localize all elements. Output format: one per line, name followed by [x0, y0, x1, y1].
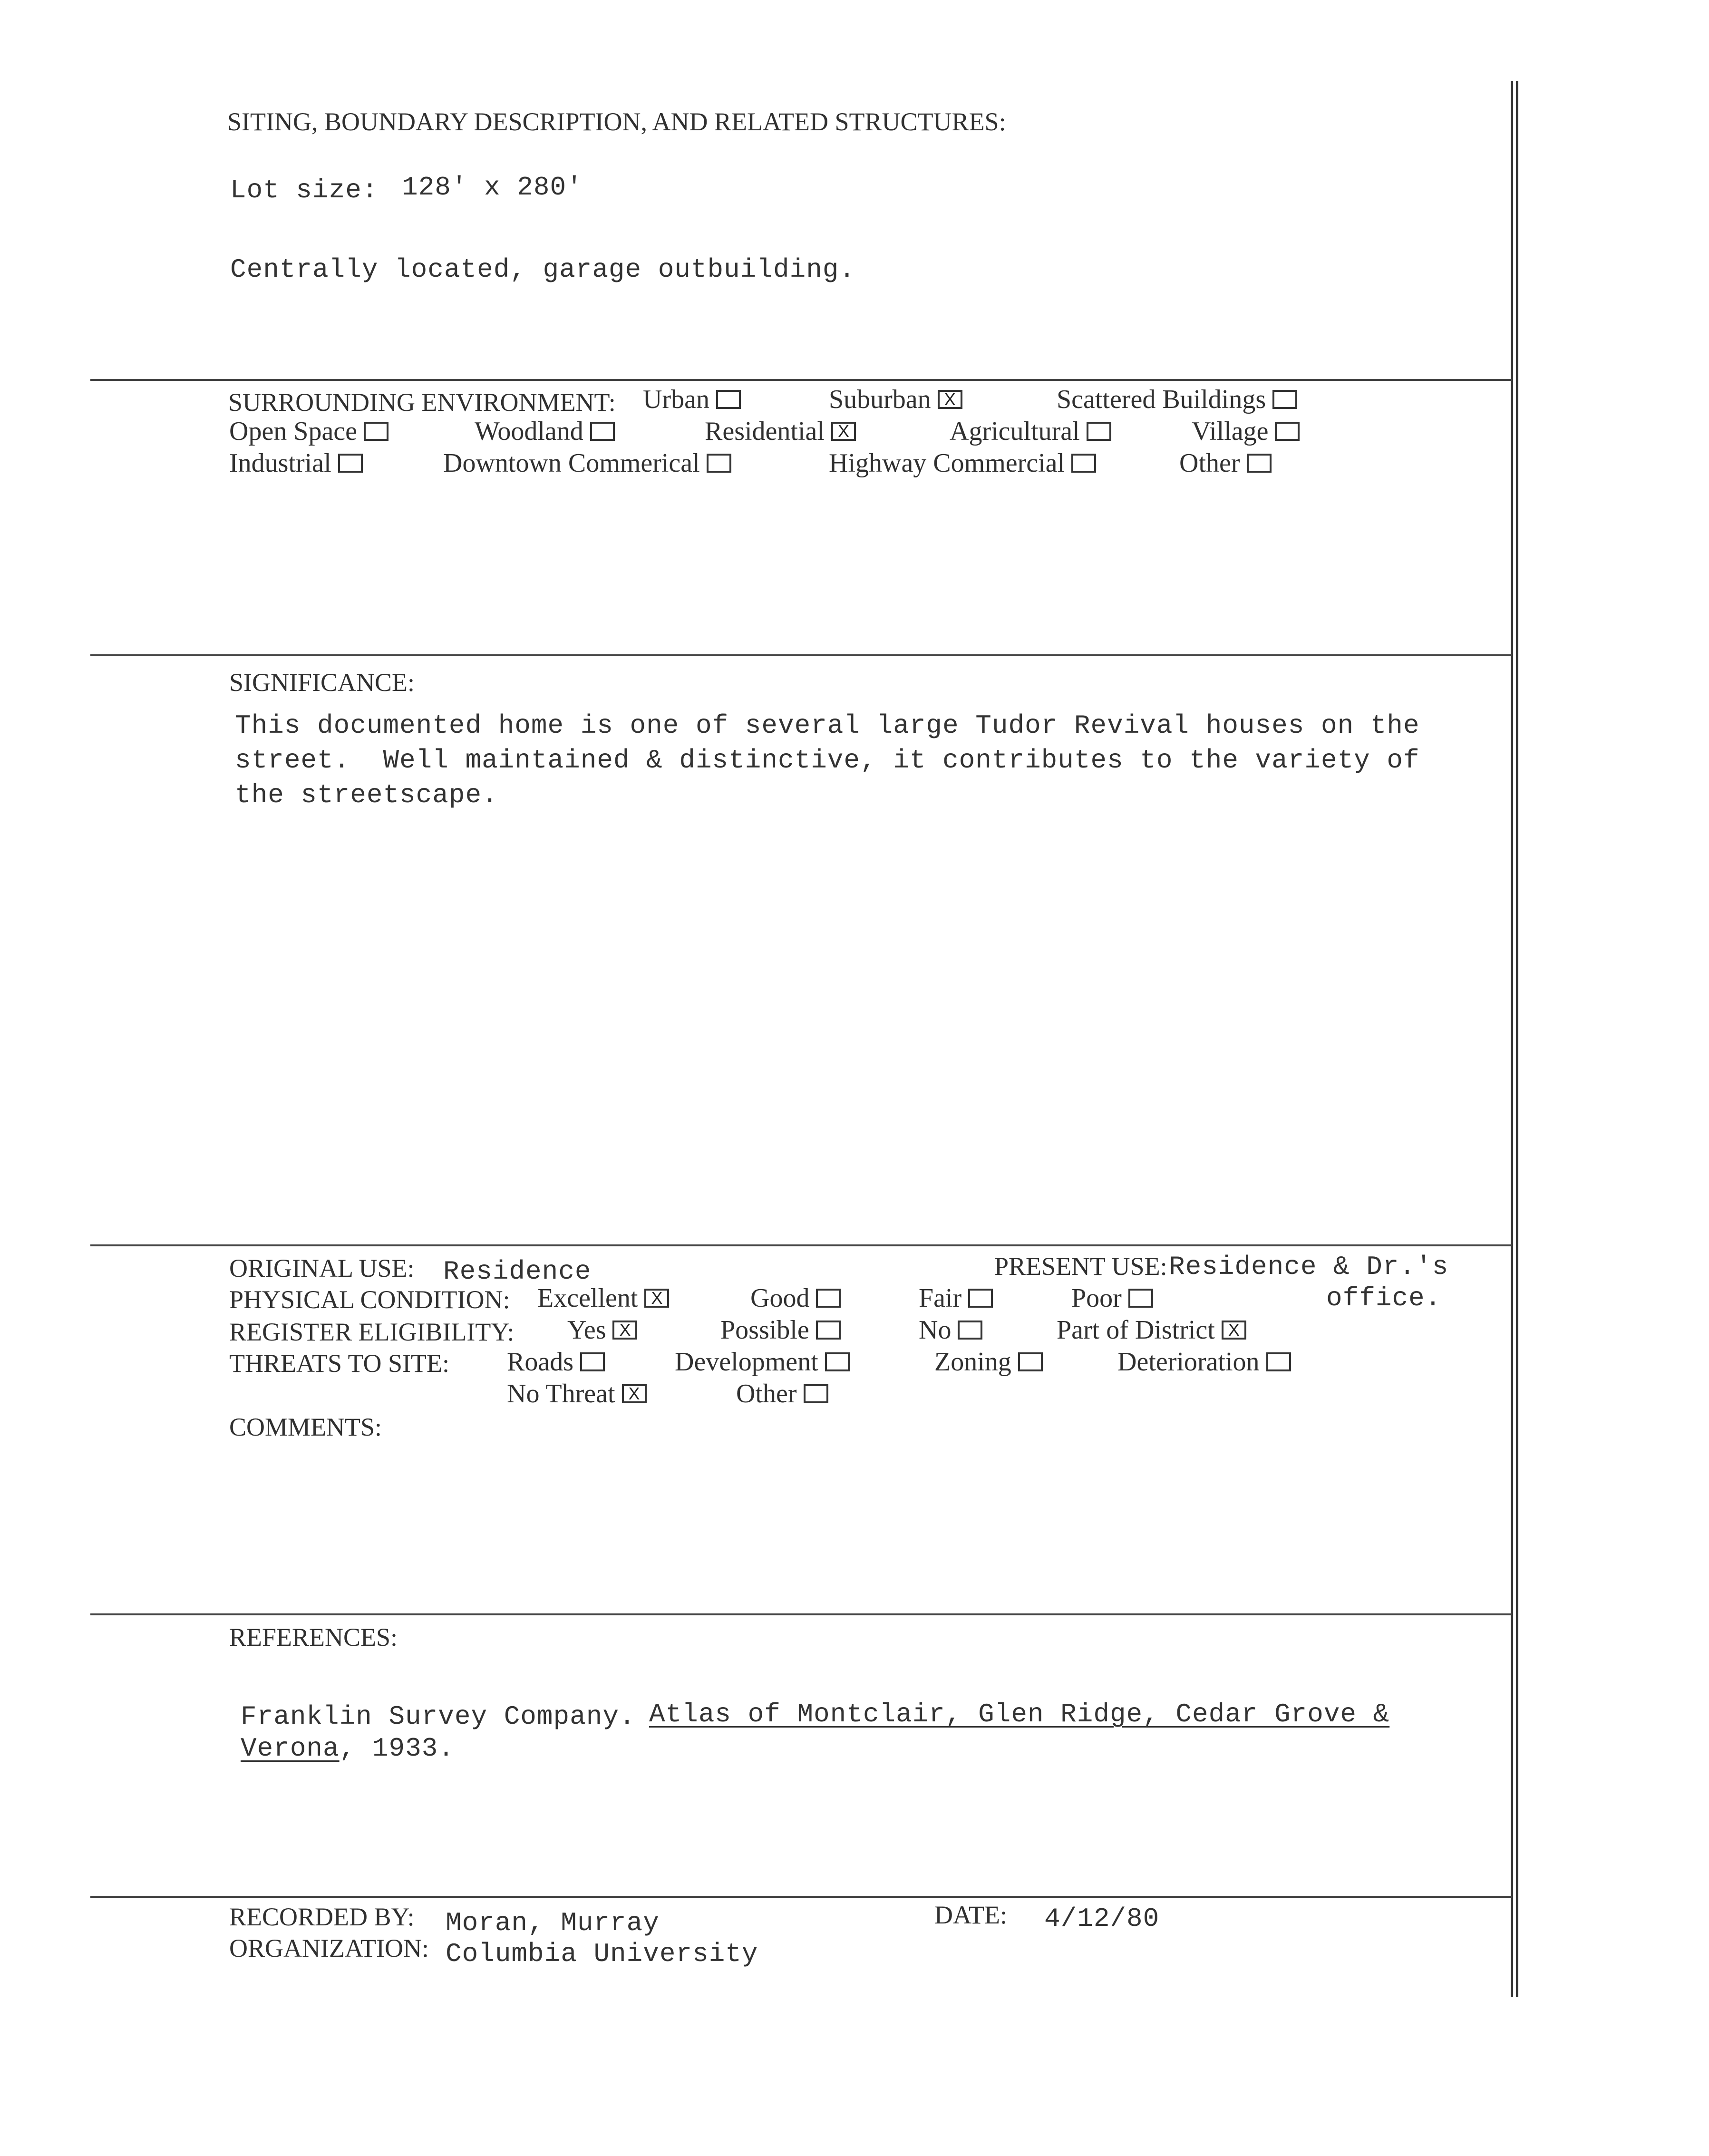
- env-village[interactable]: [1192, 416, 1300, 447]
- env-agricultural-checkbox[interactable]: [1087, 422, 1111, 441]
- section-divider: [90, 1613, 1512, 1615]
- lot-size-label: Lot size:: [230, 175, 379, 205]
- env-open-space[interactable]: [229, 416, 388, 447]
- eligibility-no[interactable]: [919, 1315, 982, 1345]
- condition-fair[interactable]: [919, 1283, 993, 1313]
- condition-poor-label: Poor: [1071, 1283, 1122, 1313]
- threat-development-label: Development: [675, 1347, 818, 1377]
- env-open-space-label: Open Space: [229, 417, 358, 446]
- reference-title-cont: [241, 1733, 455, 1764]
- env-highway-commercial[interactable]: [829, 448, 1096, 478]
- original-use-value: Residence: [443, 1256, 592, 1287]
- env-highway-label: Highway Commercial: [829, 448, 1065, 478]
- reference-author: Franklin Survey Company.: [241, 1701, 636, 1732]
- env-agricultural[interactable]: [950, 416, 1111, 447]
- env-industrial-checkbox[interactable]: [338, 454, 363, 473]
- eligibility-no-checkbox[interactable]: [958, 1321, 982, 1340]
- organization-value: Columbia University: [446, 1939, 758, 1969]
- eligibility-no-label: No: [919, 1315, 952, 1345]
- env-scattered-checkbox[interactable]: [1272, 390, 1297, 409]
- condition-fair-checkbox[interactable]: [968, 1289, 993, 1308]
- threat-other[interactable]: [736, 1379, 828, 1409]
- date-value: 4/12/80: [1044, 1903, 1160, 1934]
- section-divider: [90, 379, 1512, 381]
- threat-development-checkbox[interactable]: [825, 1352, 850, 1371]
- eligibility-possible-checkbox[interactable]: [816, 1321, 841, 1340]
- significance-text: [235, 709, 1420, 813]
- register-eligibility-label: REGISTER ELIGIBILITY:: [229, 1318, 515, 1346]
- environment-heading: SURROUNDING ENVIRONMENT:: [228, 388, 616, 417]
- eligibility-possible[interactable]: [720, 1315, 841, 1345]
- significance-line: street. Well maintained & distinctive, it contributes to the variety of: [235, 745, 1420, 776]
- original-use-label: ORIGINAL USE:: [229, 1254, 415, 1282]
- recorded-by-value: Moran, Murray: [446, 1908, 660, 1938]
- reference-title: Atlas of Montclair, Glen Ridge, Cedar Grove &: [649, 1699, 1390, 1729]
- threats-label: THREATS TO SITE:: [229, 1349, 450, 1378]
- lot-size-value: 128' x 280': [402, 172, 583, 203]
- threat-other-label: Other: [736, 1379, 797, 1408]
- siting-description: Centrally located, garage outbuilding.: [230, 254, 856, 285]
- env-scattered-buildings[interactable]: [1057, 384, 1297, 415]
- env-open-space-checkbox[interactable]: [364, 422, 388, 441]
- threat-none-label: No Threat: [507, 1379, 615, 1408]
- env-downtown-commercial[interactable]: [443, 448, 731, 478]
- significance-heading: SIGNIFICANCE:: [229, 668, 415, 697]
- physical-condition-label: PHYSICAL CONDITION:: [229, 1285, 510, 1314]
- condition-excellent-checkbox[interactable]: X: [644, 1289, 669, 1308]
- eligibility-yes[interactable]: [567, 1315, 637, 1345]
- env-urban-checkbox[interactable]: [716, 390, 741, 409]
- date-label: DATE:: [934, 1901, 1007, 1929]
- threat-roads-checkbox[interactable]: [580, 1352, 605, 1371]
- threat-deterioration[interactable]: [1117, 1347, 1291, 1377]
- env-suburban[interactable]: [829, 384, 962, 415]
- recorded-by-label: RECORDED BY:: [229, 1903, 415, 1931]
- eligibility-yes-label: Yes: [567, 1315, 606, 1345]
- env-suburban-label: Suburban: [829, 385, 931, 414]
- condition-good-label: Good: [750, 1283, 810, 1313]
- condition-poor[interactable]: [1071, 1283, 1153, 1313]
- significance-line: the streetscape.: [235, 780, 498, 810]
- env-woodland-checkbox[interactable]: [590, 422, 615, 441]
- threat-deterioration-checkbox[interactable]: [1266, 1352, 1291, 1371]
- env-other[interactable]: [1179, 448, 1272, 478]
- reference-title-end: Verona: [241, 1733, 340, 1764]
- eligibility-district-label: Part of District: [1057, 1315, 1215, 1345]
- env-highway-checkbox[interactable]: [1071, 454, 1096, 473]
- env-downtown-label: Downtown Commerical: [443, 448, 700, 478]
- env-industrial-label: Industrial: [229, 448, 331, 478]
- env-residential[interactable]: [705, 416, 856, 447]
- threat-deterioration-label: Deterioration: [1117, 1347, 1260, 1377]
- present-use-label: PRESENT USE:: [994, 1252, 1167, 1281]
- threat-roads-label: Roads: [507, 1347, 573, 1377]
- reference-year: , 1933.: [339, 1733, 455, 1764]
- threat-roads[interactable]: [507, 1347, 605, 1377]
- threat-none[interactable]: [507, 1379, 647, 1409]
- env-village-checkbox[interactable]: [1275, 422, 1300, 441]
- env-downtown-checkbox[interactable]: [707, 454, 731, 473]
- organization-label: ORGANIZATION:: [229, 1934, 429, 1962]
- env-suburban-checkbox[interactable]: X: [938, 390, 962, 409]
- threat-development[interactable]: [675, 1347, 850, 1377]
- condition-good-checkbox[interactable]: [816, 1289, 841, 1308]
- eligibility-district-checkbox[interactable]: X: [1222, 1321, 1246, 1340]
- env-other-checkbox[interactable]: [1247, 454, 1272, 473]
- right-border-line: [1511, 81, 1513, 1997]
- present-use-value: Residence & Dr.'s: [1169, 1252, 1449, 1282]
- threat-none-checkbox[interactable]: X: [622, 1384, 647, 1403]
- env-residential-checkbox[interactable]: X: [831, 422, 856, 441]
- condition-fair-label: Fair: [919, 1283, 962, 1313]
- section-divider: [90, 654, 1512, 656]
- env-industrial[interactable]: [229, 448, 363, 478]
- env-woodland[interactable]: [475, 416, 615, 447]
- references-heading: REFERENCES:: [229, 1623, 398, 1651]
- significance-line: This documented home is one of several large Tudor Revival houses on the: [235, 710, 1420, 741]
- env-agricultural-label: Agricultural: [950, 417, 1080, 446]
- section-divider: [90, 1896, 1512, 1898]
- comments-label: COMMENTS:: [229, 1413, 382, 1441]
- section-divider: [90, 1244, 1512, 1246]
- env-scattered-label: Scattered Buildings: [1057, 385, 1266, 414]
- threat-zoning-label: Zoning: [934, 1347, 1011, 1377]
- present-use-value-cont: office.: [1326, 1283, 1442, 1313]
- condition-excellent-label: Excellent: [537, 1283, 638, 1313]
- condition-excellent[interactable]: [537, 1283, 669, 1313]
- env-woodland-label: Woodland: [475, 417, 583, 446]
- eligibility-possible-label: Possible: [720, 1315, 809, 1345]
- condition-good[interactable]: [750, 1283, 841, 1313]
- env-other-label: Other: [1179, 448, 1240, 478]
- env-urban-label: Urban: [643, 385, 709, 414]
- env-village-label: Village: [1192, 417, 1269, 446]
- right-border-line-inner: [1516, 81, 1518, 1997]
- threat-zoning[interactable]: [934, 1347, 1043, 1377]
- env-urban[interactable]: [643, 384, 741, 415]
- eligibility-part-of-district[interactable]: [1057, 1315, 1246, 1345]
- condition-poor-checkbox[interactable]: [1128, 1289, 1153, 1308]
- eligibility-yes-checkbox[interactable]: X: [612, 1321, 637, 1340]
- env-residential-label: Residential: [705, 417, 825, 446]
- threat-zoning-checkbox[interactable]: [1018, 1352, 1043, 1371]
- siting-heading: SITING, BOUNDARY DESCRIPTION, AND RELATED STRUCTURES:: [227, 107, 1006, 136]
- threat-other-checkbox[interactable]: [804, 1384, 828, 1403]
